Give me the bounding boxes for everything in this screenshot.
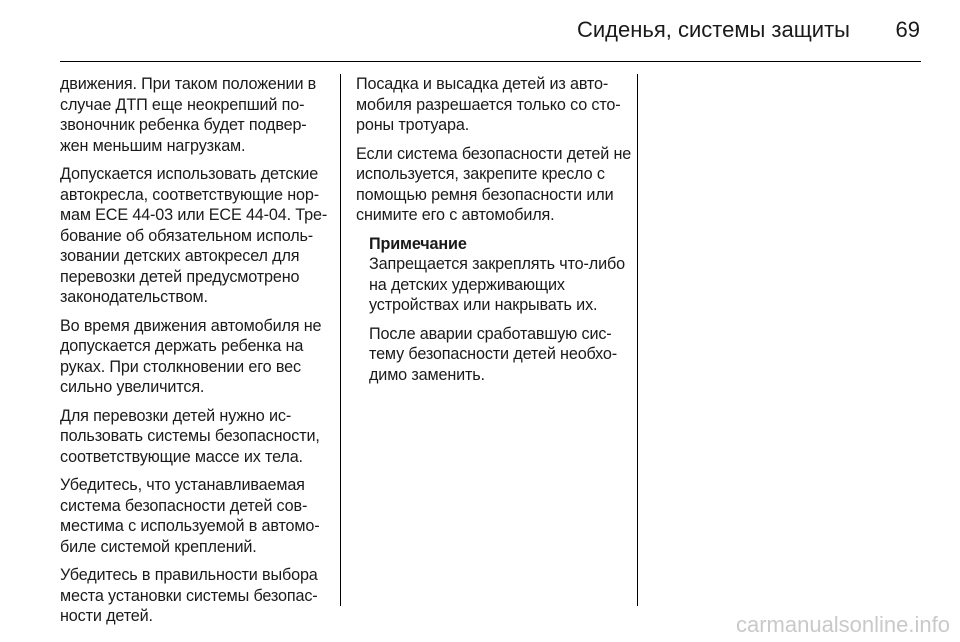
page-number: 69 [895, 17, 920, 42]
column-divider [340, 74, 341, 606]
right-column [356, 74, 632, 393]
note-box [369, 234, 632, 386]
page-title: Сиденья, системы защиты [576, 17, 850, 42]
paragraph: Посадка и высадка детей из авто-мобиля разрешается только со сто-роны тротуара. [356, 75, 621, 134]
note-heading: Примечание [369, 234, 467, 253]
paragraph: движения. При таком положении в случае ДТП еще неокрепший по-звоночник ребенка будет подвер-жен меньшим нагрузкам. [60, 75, 317, 155]
note-paragraph: Запрещается закреплять что-либо на детских удерживающих устройствах или накрывать их. [369, 255, 625, 314]
paragraph: Убедитесь, что устанавливаемая система безопасности детей сов-местима с используемой в автомо-биле системой креплений. [60, 476, 320, 556]
paragraph: Для перевозки детей нужно ис-пользовать системы безопасности, соответствующие массе их тела. [60, 406, 320, 466]
paragraph: Убедитесь в правильности выбора места установки системы безопас-ности детей. [60, 566, 318, 625]
left-column [60, 74, 332, 635]
column-divider [637, 74, 638, 606]
paragraph: Во время движения автомобиля не допускается держать ребенка на руках. При столкновении его вес сильно увеличится. [60, 316, 322, 396]
watermark: carmanualsonline.info [735, 612, 950, 637]
note-paragraph: После аварии сработавшую сис-тему безопасности детей необхо-димо заменить. [369, 324, 617, 384]
paragraph: Допускается использовать детские автокресла, соответствующие нор-мам ECE 44-03 или ECE 44-04. Тре-бование об обязательном исполь-зовании детских автокресел для перевозки детей предусмотрено законодательством. [60, 165, 328, 306]
paragraph: Если система безопасности детей не используется, закрепите кресло с помощью ремня безопасности или снимите его с автомобиля. [356, 144, 632, 224]
header-rule [60, 61, 921, 62]
